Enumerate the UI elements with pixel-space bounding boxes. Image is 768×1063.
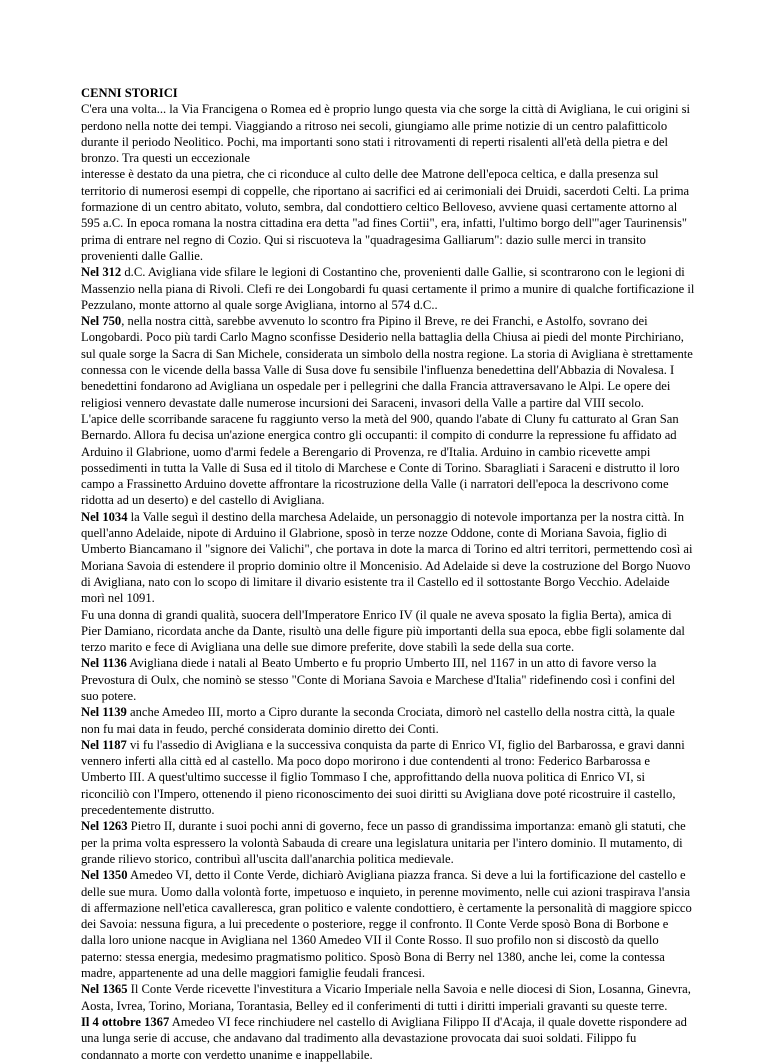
paragraph-text: Fu una donna di grandi qualità, suocera dell'Imperatore Enrico IV (il quale ne aveva sposato la figlia Berta), amica di Pier Damiano, ricordata anche da Dante, risultò una delle figure più importanti della sua epoca, ebbe figli solamente dal terzo marito e fece di Avigliana una delle sue dimore preferite, dove stabilì la sede della sua corte. (81, 607, 685, 655)
history-paragraph (81, 411, 695, 509)
paragraph-text: Avigliana diede i natali al Beato Umberto e fu proprio Umberto III, nel 1167 in un atto di favore verso la Prevostura di Oulx, che nominò se stesso "Conte di Moriana Savoia e Marchese d'Italia" ridefinendo così i confini del suo potere. (81, 656, 676, 703)
history-paragraph (81, 818, 695, 867)
intro-paragraph: C'era una volta... la Via Francigena o Romea ed è proprio lungo questa via che sorge la città di Avigliana, le cui origini si perdono nella notte dei tempi. Viaggiando a ritroso nei secoli, giungiamo alle prime notizie di un centro palafitticolo durante il periodo Neolitico. Pochi, ma importanti sono stati i ritrovamenti di reperti risalenti all'età della pietra e del bronzo. Tra questi un eccezionale (81, 102, 690, 166)
paragraph-date: Il 4 ottobre 1367 (81, 1014, 170, 1029)
paragraph-date: Nel 1187 (81, 737, 127, 752)
history-paragraph (81, 704, 695, 737)
history-paragraph (81, 509, 695, 607)
paragraph-text: d.C. Avigliana vide sfilare le legioni di Costantino che, provenienti dalle Gallie, si scontrarono con le legioni di Massenzio nella piana di Rivoli. Clefi re dei Longobardi fu quasi certamente il primo a munire di qualche fortificazione il Pezzulano, monte attorno al quale sorge Avigliana, intorno al 574 d.C.. (81, 265, 695, 312)
paragraph-text: , nella nostra città, sarebbe avvenuto lo scontro fra Pipino il Breve, re dei Franchi, e Astolfo, sovrano dei Longobardi. Poco più tardi Carlo Magno sconfisse Desiderio nella battaglia della Chiusa ai piedi del monte Pirchiriano, sul quale sorge la Sacra di San Michele, considerata un simbolo della nostra regione. La storia di Avigliana è strettamente connessa con le vicende della bassa Valle di Susa dove fu sensibile l'influenza benedettina dell'Abbazia di Novalesa. I benedettini fondarono ad Avigliana un ospedale per i pellegrini che dalla Francia attraversavano le Alpi. Le opere dei religiosi vennero devastate dalle numerose incursioni dei Saraceni, invasori della Valle a partire dal VIII secolo. (81, 314, 693, 410)
paragraph-date: Nel 1136 (81, 656, 127, 671)
paragraph-date: Nel 312 (81, 265, 122, 280)
paragraph-date: Nel 750 (81, 314, 122, 329)
history-paragraph (81, 1014, 695, 1063)
paragraph-date: Nel 1365 (81, 982, 128, 997)
paragraph-date: Nel 1263 (81, 819, 128, 834)
paragraph-date: Nel 1034 (81, 509, 128, 524)
history-paragraph (81, 981, 695, 1014)
paragraph-text: L'apice delle scorribande saracene fu raggiunto verso la metà del 900, quando l'abate di Cluny fu catturato al Gran San Bernardo. Allora fu decisa un'azione energica contro gli occupanti: il compito di condurre la repressione fu affidato ad Arduino il Glabrione, uomo d'armi fedele a Berengario di Provenza, re d'Italia. Arduino in cambio ricevette ampi possedimenti in tutta la Valle di Susa ed il titolo di Marchese e Conte di Torino. Sbaragliati i Saraceni e distrutto il loro campo a Frassinetto Arduino dovette affrontare la ricostruzione della Valle (i narratori dell'epoca la descrivono come ridotta ad un deserto) e del castello di Avigliana. (81, 411, 680, 508)
history-paragraph (81, 655, 695, 704)
paragraph-date: Nel 1350 (81, 868, 128, 883)
history-paragraph (81, 737, 695, 818)
paragraph-text: Il Conte Verde ricevette l'investitura a Vicario Imperiale nella Savoia e nelle diocesi di Sion, Losanna, Ginevra, Aosta, Ivrea, Torino, Moriana, Torantasia, Belley ed il conferimenti di tutti i diritti imperiali gravanti su queste terre. (81, 982, 691, 1013)
paragraph-text: Amedeo VI fece rinchiudere nel castello di Avigliana Filippo II d'Acaja, il quale dovette rispondere ad una lunga serie di accuse, che andavano dal tradimento alla devastazione provocata dai suoi soldati. Filippo fu condannato a morte con verdetto unanime e inappellabile. (81, 1014, 687, 1062)
paragraph-text: anche Amedeo III, morto a Cipro durante la seconda Crociata, dimorò nel castello della nostra città, la quale non fu mai data in feudo, perché considerata dominio diretto dei Conti. (81, 705, 675, 736)
history-paragraph (81, 313, 695, 411)
paragraph-text: Pietro II, durante i suoi pochi anni di governo, fece un passo di grandissima importanza: emanò gli statuti, che per la prima volta espressero la volontà Sabauda di creare una legislatura unitaria per l'intero dominio. Il mutamento, di grande rilievo storico, contribuì all'uscita dall'anarchia politica medievale. (81, 819, 686, 866)
history-paragraph (81, 867, 695, 981)
document-body (81, 85, 695, 1063)
paragraph-text: Amedeo VI, detto il Conte Verde, dichiarò Avigliana piazza franca. Si deve a lui la fortificazione del castello e delle sue mura. Uomo dalla volontà forte, impetuoso e inquieto, in perenne movimento, nelle cui azioni traspirava l'ansia di affermazione nell'etica cavalleresca, gran politico e valente condottiero, è certamente la personalità di maggiore spicco dei Savoia: nessuna figura, a lui precedente o posteriore, regge il confronto. Il Conte Verde sposò Bona di Borbone e dalla loro unione nacque in Avigliana nel 1360 Amedeo VII il Conte Rosso. Il suo profilo non si discostò da quello paterno: stessa energia, medesimo pragmatismo politico. Sposò Bona di Berry nel 1380, anche lei, come la contessa madre, appartenente ad una delle maggiori famiglie feudali francesi. (81, 868, 692, 981)
paragraph-date: Nel 1139 (81, 705, 127, 720)
history-paragraph (81, 607, 695, 656)
history-paragraph (81, 264, 695, 313)
paragraph-text: vi fu l'assedio di Avigliana e la successiva conquista da parte di Enrico VI, figlio del Barbarossa, e gravi danni vennero inferti alla città ed al castello. Ma poco dopo morirono i due contendenti al trono: Federico Barbarossa e Umberto III. A quest'ultimo successe il figlio Tommaso I che, approfittando della nuova politica di Enrico VI, si riconciliò con l'Impero, ottenendo il pieno riconoscimento dei suoi diritti su Avigliana dove poté ricostruire il castello, precedentemente distrutto. (81, 737, 685, 818)
intro-paragraph: interesse è destato da una pietra, che ci riconduce al culto delle dee Matrone dell'epoca celtica, e dalla presenza sul territorio di numerosi esempi di coppelle, che riportano ai sacrifici ed ai cerimoniali dei Druidi, sacerdoti Celti. La prima formazione di un centro abitato, voluto, sembra, dal condottiero celtico Belloveso, avviene quasi certamente attorno al 595 a.C. In epoca romana la nostra cittadina era detta "ad fines Cortii", era, infatti, l'ultimo borgo dell'"ager Taurinensis" prima di entrare nel regno di Cozio. Qui si riscuoteva la "quadragesima Galliarum": dazio sulle merci in transito provenienti dalle Gallie. (81, 167, 690, 263)
paragraph-text: la Valle seguì il destino della marchesa Adelaide, un personaggio di notevole importanza per la nostra città. In quell'anno Adelaide, nipote di Arduino il Glabrione, sposò in terze nozze Oddone, conte di Moriana Savoia, figlio di Umberto Biancamano il "signore dei Valichi", che portava in dote la marca di Torino ed altri territori, permettendo così ai Moriana Savoia di estendere il proprio dominio oltre il Moncenisio. Ad Adelaide si deve la costruzione del Borgo Nuovo di Avigliana, nato con lo scopo di limitare il divario esistente tra il Castello ed il sottostante Borgo Vecchio. Adelaide morì nel 1091. (81, 509, 693, 606)
document-title: CENNI STORICI (81, 86, 178, 100)
